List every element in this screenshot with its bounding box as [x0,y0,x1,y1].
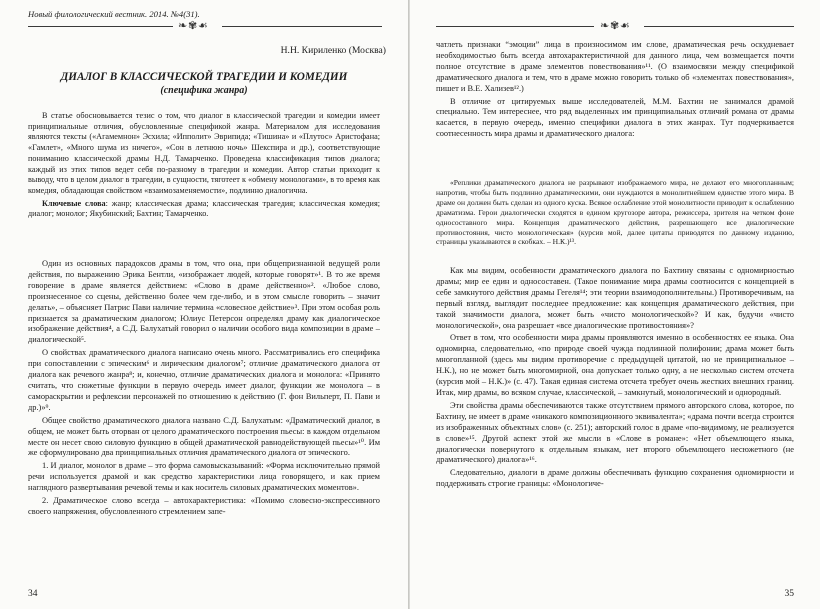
keywords [28,199,380,220]
header-rule-right [222,26,382,27]
abstract-text: В статье обосновывается тезис о том, что диалог в классической трагедии и комедии имеет принципиальные отличия, обусловленные спецификой жанра. Материалом для исследования являются тексты («Агамемнон» Эсхила; «Ипполит» Эврипида; «Тишина» и «Плутос» Аристофана; «Гамлет», «Много шума из ничего», «Сон в летнюю ночь» Шекспира и др.), соответствующие пониманию классической драмы Н.Д. Тамарченко. Проведена классификация типов диалога; каждый из этих типов ведет себя по-разному в трагедии и комедии. Автор статьи приходит к выводу, что в целом диалог в трагедии, в сущности, тяготеет к «обмену монологами», в то время как комедия, обладающая свойством «взаимозаменяемости», подлинно диалогична. [28,111,380,195]
header-rule-left [436,26,594,27]
running-head: Новый филологический вестник. 2014. №4(31). [28,9,200,19]
left-page [0,0,409,609]
article-subtitle: (специфика жанра) [160,85,248,96]
block-quote [436,178,794,247]
quote-text: «Реплики драматического диалога не разрывают изображаемого мира, не делают его многопланным; напротив, чтобы быть подлинно драматическими, они нуждаются в монолитнейшем единстве этого мира. В драме он должен быть сделан из одного куска. Всякое ослабление этой монолитности приводит к ослаблению драматизма. Герои диалогически сходятся в едином кругозоре автора, режиссера, зрителя на четком фоне односоставного мира. Концепция драматического действия, разрешающего все диалогические противостояния, чисто монологическая» (курсив мой, далее цитаты приводятся по данному изданию, страницы указываются в скобках. – Н.К.)¹³. [436,178,794,247]
page-number-right: 35 [784,589,794,599]
paragraph: Как мы видим, особенности драматического диалога по Бахтину связаны с одномирностью драмы; мир ее един и односоставен. (Такое понимание мира драмы соотносится с концепцией в себе замкнутого действия драмы Гегеля¹⁴; эти теории взаимодополнительны.) Противоречивым, на первый взгляд, выглядит последнее предложение: как концепция драматического действия, при такой значимости диалога, может быть «чисто монологической»? И как, будучи «чисто монологической», она разрешает «все диалогические противостояния»? [436,266,794,330]
header-rule-right [644,26,794,27]
author: Н.Н. Кириленко (Москва) [280,45,386,56]
article-title: ДИАЛОГ В КЛАССИЧЕСКОЙ ТРАГЕДИИ И КОМЕДИИ [60,71,348,83]
article-body-right-bottom [436,266,794,492]
paragraph: Ответ в том, что особенности мира драмы проявляются именно в особенностях ее языка. Она одномирна, следовательно, «по природе своей чужда подлинной полифонии; драма может быть многопланной (здесь мы видим противоречие с предыдущей цитатой, но не принципиальное – Н.К.), но не может быть многомирной, она допускает только одну, а не несколько систем отсчета (курсив мой – Н.К.)» (с. 47). Такая единая система отсчета требует очень жестких внешних границ. Итак, мир драмы, во всяком случае, классической, – замкнутый, монологический и однородный. [436,333,794,397]
paragraph: 1. И диалог, монолог в драме – это форма самовысказываний: «Форма исключительно прямой речи используется драмой и как средство характеристики лица говорящего, и как прием наглядного развертывания речевой темы и как носитель силовых драматических моментов». [28,461,380,493]
article-body-right-top [436,40,794,142]
article-body-left [28,259,380,520]
paragraph: Общее свойство драматического диалога названо С.Д. Балухатым: «Драматический диалог, в общем, не может быть оторван от целого драматического построения пьесы: в каждом отдельном месте он несет свою силовую функцию в общей драматической равнодействующей пьесы»¹⁰. Им же сформулировано два принципиальных отличия драматического диалога от эпического. [28,415,380,458]
paragraph: Один из основных парадоксов драмы в том, что она, при общепризнанной ведущей роли действия, по выражению Эрика Бентли, «изображает людей, которые говорят»¹. В то же время говорение в драме является действием: «Слово в драме действенно»². «Любое слово, произнесенное со сцены, действенно более чем где-либо, и в этом смысле говорить – значит делать», – объясняет Патрис Пави наличие термина «словесное действие»³. При этом особая роль признается за драматическим диалогом; Юлиус Петерсон определял драму как диалогическое изображение действия⁴, а С.Д. Балухатый говорил о наличии особого вида композиции в драме – диалогической⁵. [28,259,380,345]
header-ornament-icon: ❧ ✾ ☙ [600,20,629,32]
page-number-left: 34 [28,589,38,599]
paragraph: Эти свойства драмы обеспечиваются также отсутствием прямого авторского слова, которое, по Бахтину, не имеет в драме «никакого композиционного эквивалента»; «драма почти всегда строится из изображенных объектных слов» (с. 251); авторский голос в драме «по-видимому, не реализуется в слове»¹⁵. Другой аспект этой же мысли в «Слове в романе»: «Нет объемлющего языка, диалогически повернутого к отдельным языкам, нет второго объемлющего несюжетного (не драматического) диалога»¹⁶. [436,400,794,465]
paragraph: О свойствах драматического диалога написано очень много. Рассматривались его специфика при сопоставлении с эпическим⁶ и лирическим диалогом⁷; отличие драматического диалога от диалога как речевого жанра⁸; и, конечно, отличие драматических диалога и монолога: «Принято считать, что сюжетные функции в первую очередь имеет диалог, функции же монолога – в самораскрытии и рефлексии персонажей по отношению к действию (Г. фон Вильперт, П. Пави и др.)»⁹. [28,348,380,412]
right-page [410,0,820,609]
header-ornament-icon: ❧ ✾ ☙ [178,20,207,32]
paragraph: В отличие от цитируемых выше исследователей, М.М. Бахтин не занимался драмой специально. Тем интереснее, что ряд выделенных им принципиальных отличий романа от драмы касается, в первую очередь, именно специфики диалога в этих жанрах. Тут подчеркивается соотнесенность мира драмы и драматического диалога: [436,96,794,139]
keywords-label: Ключевые слова [42,198,106,208]
abstract [28,111,380,222]
paragraph: 2. Драматическое слово всегда – автохарактеристика: «Помимо словесно-экспрессивного своего напряжения, обусловленного стремлением запе- [28,496,380,516]
paragraph: чатлеть признаки “эмоции” лица в произносимом им слове, драматическая речь оскудневает необходимостью быть всегда автохарактеристичной для данного лица, чем возмещается почти полное отсутствие в драме элементов повествования»¹¹. (О взаимосвязи между спецификой драматического диалога и тем, что в драме можно говорить только об «элементах повествования», пишет и В.Е. Хализев¹².) [436,40,794,93]
header-rule-left [28,26,173,27]
keywords-list: : жанр; классическая драма; классическая трагедия; классическая комедия; диалог; монолог; Якубинский; Бахтин; Тамарченко. [28,198,380,219]
paragraph: Следовательно, диалоги в драме должны обеспечивать функцию сохранения одномирности и поддерживать строгие границы: «Монологиче- [436,468,794,489]
